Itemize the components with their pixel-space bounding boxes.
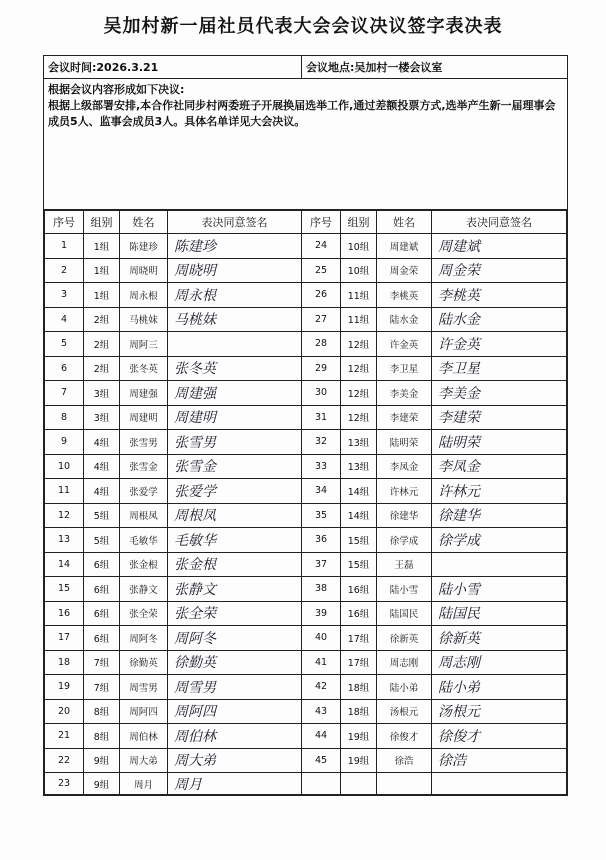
cell-no: 36 (302, 528, 341, 553)
cell-name: 周阿三 (120, 332, 168, 357)
resolution-body: 根据上级部署安排,本合作社同步村两委班子开展换届选举工作,通过差额投票方式,选举产生新一届理事会成员5人、监事会成员3人。具体名单详见大会决议。 (48, 99, 556, 128)
cell-signature: 周建斌 (432, 234, 567, 259)
cell-group: 9组 (84, 748, 120, 773)
cell-name: 徐勤英 (120, 650, 168, 675)
cell-no: 3 (45, 283, 84, 308)
cell-signature: 徐新英 (432, 626, 567, 651)
table-row (45, 552, 567, 577)
cell-name: 许金英 (377, 332, 432, 357)
cell-group: 6组 (84, 577, 120, 602)
cell-name: 张金根 (120, 552, 168, 577)
table-row (45, 430, 567, 455)
cell-name: 周阿四 (120, 699, 168, 724)
cell-signature: 李卫星 (432, 356, 567, 381)
cell-name: 张冬英 (120, 356, 168, 381)
cell-no: 32 (302, 430, 341, 455)
cell-no: 13 (45, 528, 84, 553)
cell-group: 9组 (84, 773, 120, 795)
cell-signature: 周根凤 (168, 503, 302, 528)
cell-no: 45 (302, 748, 341, 773)
header-no: 序号 (302, 211, 341, 234)
cell-signature: 周建强 (168, 381, 302, 406)
cell-signature: 李桃英 (432, 283, 567, 308)
cell-group: 1组 (84, 258, 120, 283)
cell-name (377, 773, 432, 795)
cell-no: 7 (45, 381, 84, 406)
cell-no: 15 (45, 577, 84, 602)
cell-group: 18组 (341, 675, 377, 700)
cell-group: 3组 (84, 405, 120, 430)
cell-group: 12组 (341, 332, 377, 357)
document-title: 吴加村新一届社员代表大会会议决议签字表决表 (103, 16, 503, 37)
header-signature: 表决同意签名 (168, 211, 302, 234)
cell-name: 张雪男 (120, 430, 168, 455)
header-group: 组别 (84, 211, 120, 234)
cell-signature: 张冬英 (168, 356, 302, 381)
signature-table (44, 210, 567, 795)
cell-signature: 徐建华 (432, 503, 567, 528)
cell-signature: 陆小弟 (432, 675, 567, 700)
cell-group: 4组 (84, 430, 120, 455)
resolution-box (44, 79, 567, 210)
cell-name: 陈建珍 (120, 234, 168, 259)
cell-name: 陆小雪 (377, 577, 432, 602)
cell-name: 陆明荣 (377, 430, 432, 455)
cell-no: 27 (302, 307, 341, 332)
cell-name: 周阿冬 (120, 626, 168, 651)
cell-signature: 徐勤英 (168, 650, 302, 675)
cell-signature: 周阿四 (168, 699, 302, 724)
cell-signature: 张雪金 (168, 454, 302, 479)
cell-no: 25 (302, 258, 341, 283)
cell-group: 5组 (84, 503, 120, 528)
cell-name: 徐浩 (377, 748, 432, 773)
cell-no: 35 (302, 503, 341, 528)
cell-signature: 陆国民 (432, 601, 567, 626)
cell-group: 13组 (341, 430, 377, 455)
cell-group: 10组 (341, 234, 377, 259)
cell-no: 24 (302, 234, 341, 259)
cell-group: 3组 (84, 381, 120, 406)
cell-no: 43 (302, 699, 341, 724)
header-group: 组别 (341, 211, 377, 234)
cell-no: 30 (302, 381, 341, 406)
table-row (45, 454, 567, 479)
cell-group: 13组 (341, 454, 377, 479)
cell-no: 18 (45, 650, 84, 675)
cell-no: 6 (45, 356, 84, 381)
cell-group (341, 773, 377, 795)
cell-signature: 陆明荣 (432, 430, 567, 455)
table-row (45, 699, 567, 724)
cell-no: 42 (302, 675, 341, 700)
cell-signature: 李凤金 (432, 454, 567, 479)
cell-name: 周金荣 (377, 258, 432, 283)
cell-group: 2组 (84, 307, 120, 332)
cell-signature: 徐学成 (432, 528, 567, 553)
cell-signature: 周月 (168, 773, 302, 795)
cell-no: 19 (45, 675, 84, 700)
cell-no: 21 (45, 724, 84, 749)
cell-no: 26 (302, 283, 341, 308)
cell-signature (432, 552, 567, 577)
header-signature: 表决同意签名 (432, 211, 567, 234)
cell-no: 23 (45, 773, 84, 795)
cell-name: 周志刚 (377, 650, 432, 675)
cell-group: 15组 (341, 552, 377, 577)
cell-name: 陆水金 (377, 307, 432, 332)
resolution-heading: 根据会议内容形成如下决议: (48, 83, 185, 96)
header-no: 序号 (45, 211, 84, 234)
table-body (45, 234, 567, 795)
cell-name: 周雪男 (120, 675, 168, 700)
cell-signature: 张金根 (168, 552, 302, 577)
cell-name: 许林元 (377, 479, 432, 504)
cell-no: 34 (302, 479, 341, 504)
cell-group: 11组 (341, 283, 377, 308)
cell-no: 4 (45, 307, 84, 332)
cell-no: 37 (302, 552, 341, 577)
cell-name: 马桃妹 (120, 307, 168, 332)
table-row (45, 258, 567, 283)
cell-name: 李建荣 (377, 405, 432, 430)
cell-no: 39 (302, 601, 341, 626)
cell-name: 周伯林 (120, 724, 168, 749)
cell-group: 15组 (341, 528, 377, 553)
cell-name: 张全荣 (120, 601, 168, 626)
cell-no: 41 (302, 650, 341, 675)
cell-group: 6组 (84, 601, 120, 626)
table-row (45, 748, 567, 773)
cell-no: 38 (302, 577, 341, 602)
cell-name: 徐建华 (377, 503, 432, 528)
cell-group: 19组 (341, 724, 377, 749)
cell-group: 2组 (84, 332, 120, 357)
table-header-row (45, 211, 567, 234)
cell-group: 8组 (84, 699, 120, 724)
cell-no: 22 (45, 748, 84, 773)
cell-no: 8 (45, 405, 84, 430)
cell-no: 44 (302, 724, 341, 749)
cell-name: 李卫星 (377, 356, 432, 381)
cell-name: 毛敏华 (120, 528, 168, 553)
cell-no: 17 (45, 626, 84, 651)
cell-name: 周根凤 (120, 503, 168, 528)
table-row (45, 503, 567, 528)
cell-group: 12组 (341, 405, 377, 430)
cell-group: 4组 (84, 454, 120, 479)
cell-group: 11组 (341, 307, 377, 332)
cell-name: 陆国民 (377, 601, 432, 626)
cell-signature: 周伯林 (168, 724, 302, 749)
table-row (45, 626, 567, 651)
table-row (45, 234, 567, 259)
cell-name: 周月 (120, 773, 168, 795)
cell-name: 李美金 (377, 381, 432, 406)
table-row (45, 650, 567, 675)
cell-group: 7组 (84, 675, 120, 700)
table-row (45, 601, 567, 626)
cell-no: 28 (302, 332, 341, 357)
cell-name: 王磊 (377, 552, 432, 577)
meeting-info-row (44, 56, 567, 79)
cell-signature: 许林元 (432, 479, 567, 504)
cell-name: 汤根元 (377, 699, 432, 724)
cell-group: 17组 (341, 626, 377, 651)
meeting-time: 会议时间:2026.3.21 (44, 56, 302, 78)
cell-group: 12组 (341, 381, 377, 406)
cell-no: 20 (45, 699, 84, 724)
cell-signature: 周金荣 (432, 258, 567, 283)
cell-group: 8组 (84, 724, 120, 749)
table-row (45, 528, 567, 553)
cell-no: 14 (45, 552, 84, 577)
cell-name: 周永根 (120, 283, 168, 308)
cell-no: 1 (45, 234, 84, 259)
cell-name: 张爱学 (120, 479, 168, 504)
cell-signature: 陆小雪 (432, 577, 567, 602)
cell-name: 陆小弟 (377, 675, 432, 700)
cell-no: 40 (302, 626, 341, 651)
table-row (45, 405, 567, 430)
cell-name: 周建斌 (377, 234, 432, 259)
cell-group: 14组 (341, 503, 377, 528)
cell-group: 6组 (84, 626, 120, 651)
table-row (45, 577, 567, 602)
cell-signature: 毛敏华 (168, 528, 302, 553)
cell-name: 周晓明 (120, 258, 168, 283)
cell-signature: 周晓明 (168, 258, 302, 283)
cell-signature: 周大弟 (168, 748, 302, 773)
cell-group: 16组 (341, 601, 377, 626)
cell-no: 5 (45, 332, 84, 357)
cell-group: 17组 (341, 650, 377, 675)
cell-no: 31 (302, 405, 341, 430)
cell-signature: 周雪男 (168, 675, 302, 700)
cell-signature: 李建荣 (432, 405, 567, 430)
cell-name: 徐学成 (377, 528, 432, 553)
cell-group: 2组 (84, 356, 120, 381)
cell-group: 14组 (341, 479, 377, 504)
cell-signature (432, 773, 567, 795)
cell-no (302, 773, 341, 795)
cell-signature: 汤根元 (432, 699, 567, 724)
header-name: 姓名 (120, 211, 168, 234)
cell-name: 张静文 (120, 577, 168, 602)
table-row (45, 381, 567, 406)
cell-group: 10组 (341, 258, 377, 283)
cell-no: 10 (45, 454, 84, 479)
table-row (45, 675, 567, 700)
cell-no: 2 (45, 258, 84, 283)
cell-signature: 马桃妹 (168, 307, 302, 332)
cell-no: 9 (45, 430, 84, 455)
cell-name: 张雪金 (120, 454, 168, 479)
cell-no: 29 (302, 356, 341, 381)
cell-group: 1组 (84, 283, 120, 308)
cell-signature: 徐俊才 (432, 724, 567, 749)
table-row (45, 479, 567, 504)
cell-signature: 许金英 (432, 332, 567, 357)
cell-signature: 张爱学 (168, 479, 302, 504)
cell-signature (168, 332, 302, 357)
cell-no: 16 (45, 601, 84, 626)
cell-no: 11 (45, 479, 84, 504)
cell-name: 李桃英 (377, 283, 432, 308)
cell-name: 李凤金 (377, 454, 432, 479)
cell-name: 周大弟 (120, 748, 168, 773)
cell-signature: 陆水金 (432, 307, 567, 332)
cell-signature: 张静文 (168, 577, 302, 602)
cell-group: 7组 (84, 650, 120, 675)
table-row (45, 773, 567, 795)
cell-group: 1组 (84, 234, 120, 259)
cell-group: 4组 (84, 479, 120, 504)
table-row (45, 307, 567, 332)
table-row (45, 356, 567, 381)
cell-signature: 张雪男 (168, 430, 302, 455)
cell-signature: 周永根 (168, 283, 302, 308)
table-row (45, 283, 567, 308)
cell-group: 6组 (84, 552, 120, 577)
table-row (45, 724, 567, 749)
cell-signature: 周建明 (168, 405, 302, 430)
cell-no: 12 (45, 503, 84, 528)
cell-group: 12组 (341, 356, 377, 381)
cell-signature: 周志刚 (432, 650, 567, 675)
cell-name: 徐俊才 (377, 724, 432, 749)
cell-signature: 张全荣 (168, 601, 302, 626)
cell-no: 33 (302, 454, 341, 479)
header-name: 姓名 (377, 211, 432, 234)
cell-group: 19组 (341, 748, 377, 773)
cell-signature: 周阿冬 (168, 626, 302, 651)
cell-signature: 陈建珍 (168, 234, 302, 259)
cell-signature: 李美金 (432, 381, 567, 406)
cell-name: 徐新英 (377, 626, 432, 651)
cell-name: 周建强 (120, 381, 168, 406)
table-row (45, 332, 567, 357)
cell-group: 18组 (341, 699, 377, 724)
cell-group: 5组 (84, 528, 120, 553)
meeting-location: 会议地点:吴加村一楼会议室 (306, 61, 443, 74)
cell-signature: 徐浩 (432, 748, 567, 773)
cell-group: 16组 (341, 577, 377, 602)
vote-sheet (43, 55, 568, 796)
cell-name: 周建明 (120, 405, 168, 430)
